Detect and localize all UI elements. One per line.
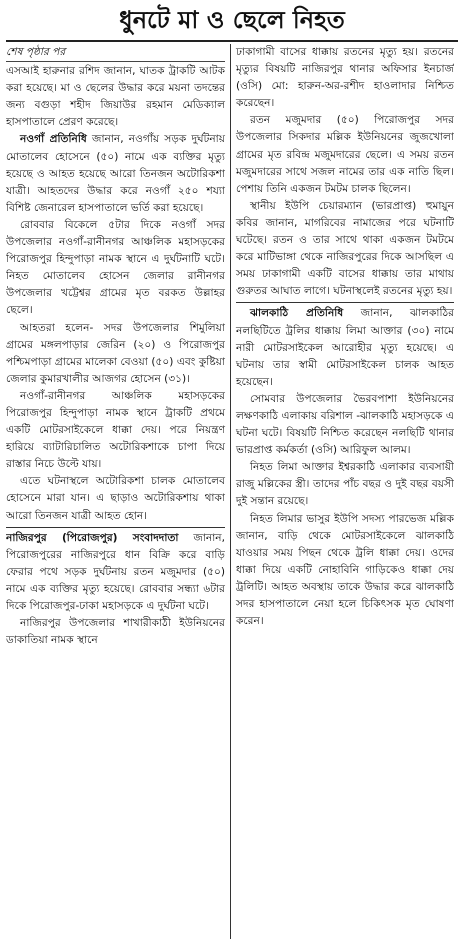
paragraph: সোমবার উপজেলার ভৈরবপাশা ইউনিয়নের লক্ষণকাঠি এলাকায় বরিশাল -ঝালকাঠি মহাসড়কে এ ঘটনা ঘটে। বিষয়টি নিশ্চিত করেছেন নলছিটি থানার ভারপ্রাপ্ত কর্মকর্তা (ওসি) আরিফুল আলম। — [236, 392, 454, 457]
paragraph: নাজিরপুর উপজেলার শাখারীকাঠী ইউনিয়নের ডাকাতিয়া নামক স্থানে — [6, 617, 225, 647]
headline-rule — [6, 40, 458, 42]
dateline: নাজিরপুর (পিরোজপুর) সংবাদদাতা — [6, 531, 179, 544]
paragraph: নওগাঁ-রানীনগর আঞ্চলিক মহাসড়কের পিরোজপুর হিন্দুপাড়া নামক স্থানে ট্রাকটি প্রথমে একটি মোটরসাইকেলে ধাক্কা দেয়। পরে নিয়ন্ত্রণ হারিয়ে ব্যাটারিচালিত অটোরিকশাকে চাপা দিয়ে রাস্তার নিচে উল্টে যায়। — [6, 389, 225, 471]
paragraph: এসআই হারুনার রশিদ জানান, ঘাতক ট্রাকটি আটক করা হয়েছে। মা ও ছেলের উদ্ধার করে ময়না তদন্তের জন্য বগুড়া শহীদ জিয়াউর রহমান মেডিক্যাল হাসপাতালে প্রেরণ করেছে। — [6, 65, 225, 129]
paragraph — [6, 530, 225, 615]
paragraph: রোববার বিকেলে ৫টার দিকে নওগাঁ সদর উপজেলার নওগাঁ-রানীনগর আঞ্চলিক মহাসড়কের পিরোজপুর হিন্দুপাড়া নামক স্থানে এ দুর্ঘটনাটি ঘটে। নিহত মোতালেব হোসেন জেলার রানীনগর উপজেলার খট্টেশ্বর গ্রামের মৃত বরকত উল্লাহর ছেলে। — [6, 218, 225, 317]
paragraph-text: জানান, ঝালকাঠির নলছিটিতে ট্রলির ধাক্কায় লিমা আক্তার (৩০) নামে নারী মোটরসাইকেল আরোহীর মৃত্যু হয়েছে। এ ঘটনায় তার স্বামী মোটরসাইকেল চালক আহত হয়েছেন। — [236, 307, 454, 388]
paragraph: রতন মজুমদার (৫০) পিরোজপুর সদর উপজেলার সিকদার মল্লিক ইউনিয়নের জুজখোলা গ্রামের মৃত রবিন্দ্র মজুমদারের ছেলে। এ সময় রতন মজুমদারের সাথে সজল নামের তার এক নাতি ছিল। পেশায় তিনি একজন টমটম চালক ছিলেন। — [236, 114, 454, 195]
paragraph: স্থানীয় ইউপি চেয়ারম্যান (ভারপ্রাপ্ত) হুমায়ুন কবির জানান, মাগরিবের নামাজের পরে ঘটনাটি ঘটেছে। রতন ও তার সাথে থাকা একজন টমটমে করে মাটিভাঙ্গা থেকে নাজিরপুরের দিকে আসছিল এ সময় ঢাকাগামী একটি বাসের ধাক্কায় তার মাথায় গুরুতর আঘাত লাগে। ঘটনাস্থলেই রতনের মৃত্যু হয়। — [236, 199, 454, 298]
paragraph — [236, 305, 454, 390]
paragraph — [6, 131, 225, 216]
left-column — [6, 44, 230, 939]
dateline: নওগাঁ প্রতিনিধি — [20, 133, 87, 146]
section-divider — [236, 302, 454, 303]
continued-from-label: শেষ পৃষ্ঠার পর — [6, 44, 225, 62]
paragraph: আহতরা হলেন- সদর উপজেলার শিমুলিয়া গ্রামের মঙ্গলপাড়ার জেরিন (২০) ও পিরোজপুর পশ্চিমপাড়া গ্রামের মালেকা বেওয়া (৫০) এবং কুষ্টিয়া জেলার কুমারখালীর আজগর হোসেন (৩১)। — [6, 321, 225, 385]
headline: ধুনটে মা ও ছেলে নিহত — [119, 6, 345, 34]
paragraph: ঢাকাগামী বাসের ধাক্কায় রতনের মৃত্যু হয়। রতনের মৃত্যুর বিষয়টি নাজিরপুর থানার অফিসার ইনচার্জ (ওসি) মো: হারুন-অর-রশীদ হাওলাদার নিশ্চিত করেছেন। — [236, 46, 454, 110]
paragraph: এতে ঘটনাস্থলে অটোরিকশা চালক মোতালেব হোসেনে মারা যান। এ ছাড়াও অটোরিকশায় থাকা আরো তিনজন যাত্রী আহত হোন। — [6, 475, 225, 522]
right-column — [230, 44, 454, 939]
paragraph-text: জানান, নওগাঁয় সড়ক দুর্ঘটনায় মোতালেব হোসেনে (৫০) নামে এক ব্যক্তির মৃত্যু হয়েছে ও আহত হয়েছে আরো তিনজন অটোরিকশা যাত্রী। আহতদের উদ্ধার করে নওগাঁ ২৫০ শয্যা বিশিষ্ট জেনারেল হাসপাতালে ভর্তি করা হয়েছে। — [6, 133, 225, 214]
paragraph: নিহত লিমার ভাসুর ইউপি সদস্য পারভেজ মল্লিক জানান, বাড়ি থেকে মোটরসাইকেলে ঝালকাঠি যাওয়ার সময় পিছন থেকে ট্রলি ধাক্কা দেয়। ওদের ধাক্কা দিয়ে একটি নোহাবিনি গাড়িকেও ধাক্কা দেয় ট্রলিটি। আহত অবস্থায় তাকে উদ্ধার করে ঝালকাঠি সদর হাসপাতালে নেয়া হলে চিকিৎসক মৃত ঘোষণা করেন। — [236, 512, 454, 628]
paragraph-text: জানান, পিরোজপুরের নাজিরপুরে ধান বিক্রি করে বাড়ি ফেরার পথে সড়ক দুর্ঘটনায় রতন মজুমদার (৫০) নামে এক ব্যক্তির মৃত্যু হয়েছে। রোববার সন্ধ্যা ৬টার দিকে পিরোজপুর-ঢাকা মহাসড়কে এ দুর্ঘটনা ঘটে। — [6, 531, 225, 612]
article-columns — [6, 44, 458, 939]
section-divider — [6, 527, 225, 528]
dateline: ঝালকাঠি প্রতিনিধি — [250, 307, 344, 320]
paragraph: নিহত লিমা আক্তার ইশ্বরকাঠি এলাকার ব্যবসায়ী রাজু মল্লিকের স্ত্রী। তাদের পাঁচ বছর ও দুই বছর বয়সী দুই সন্তান রয়েছে। — [236, 461, 454, 508]
